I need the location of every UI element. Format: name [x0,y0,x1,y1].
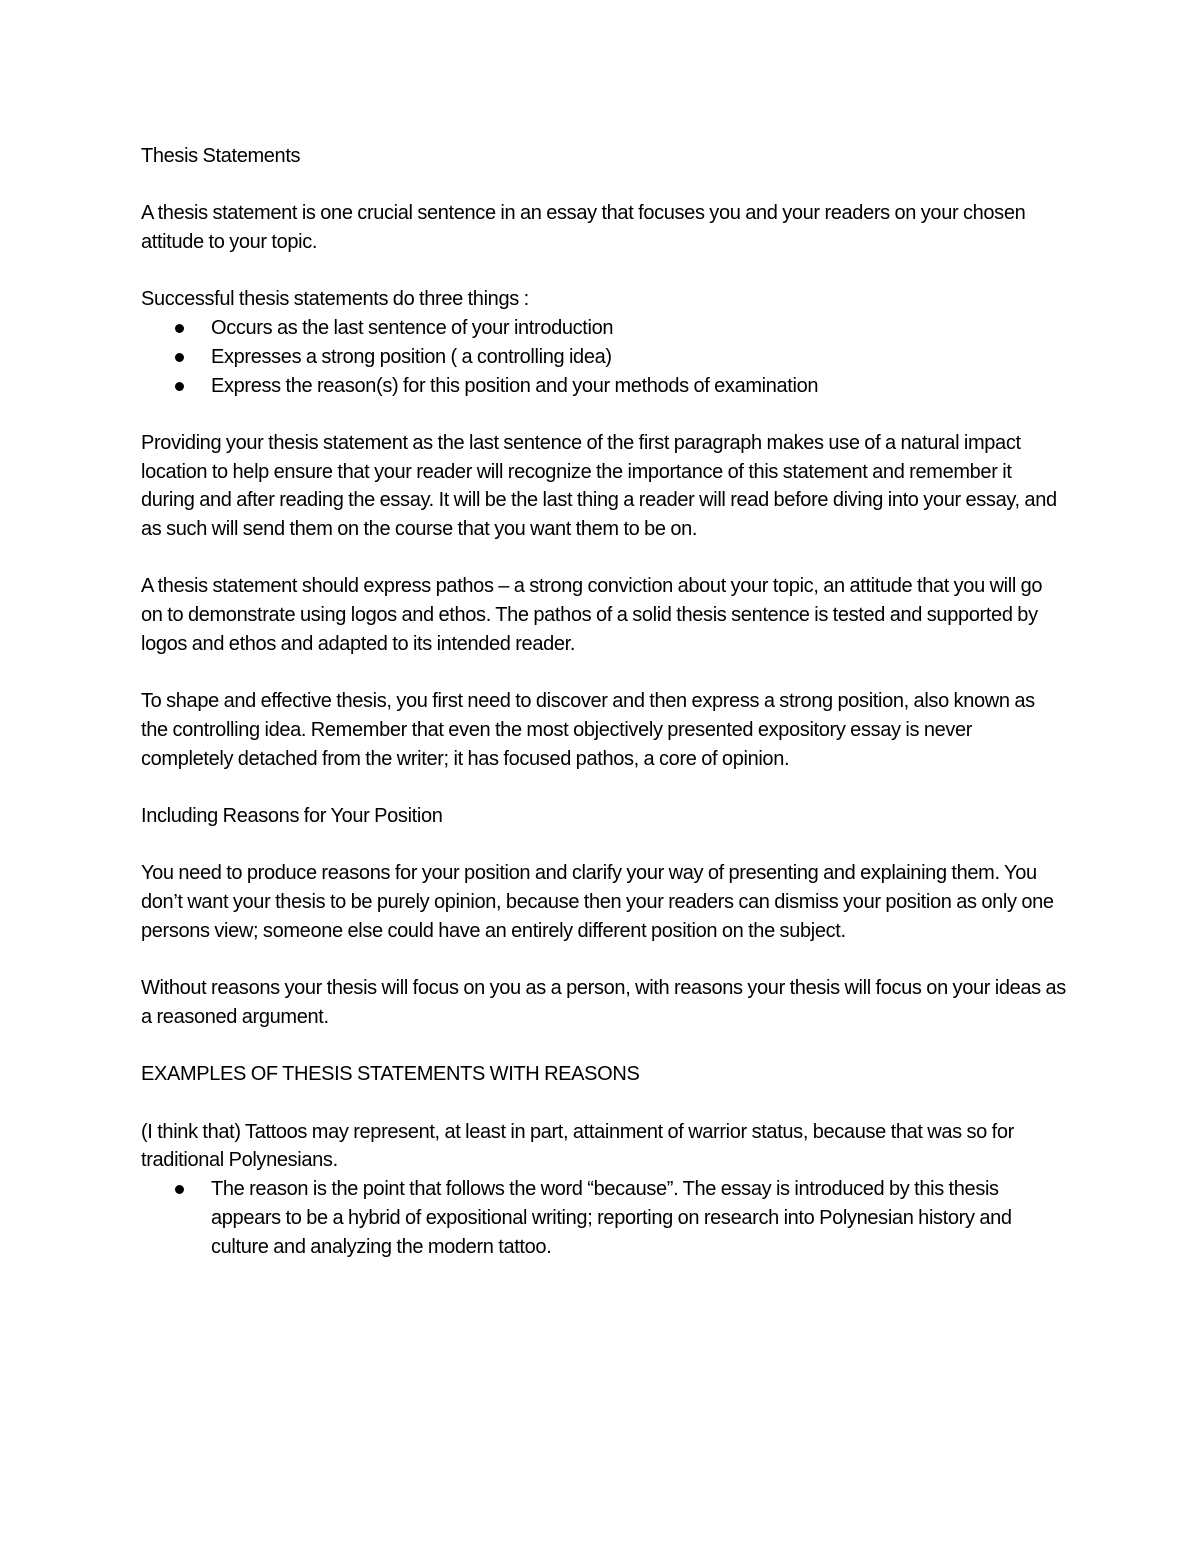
placement-paragraph: Providing your thesis statement as the last sentence of the first paragraph makes use of a natural impact location to help ensure that your reader will recognize the importance of this statement and remember it during and after reading the essay. It will be the last thing a reader will read before diving into your essay, and as such will send them on the course that you want them to be on. [141,431,1057,541]
list-item-text: Expresses a strong position ( a controlling idea) [211,345,612,368]
list-item [141,343,1066,372]
pathos-paragraph: A thesis statement should express pathos – a strong conviction about your topic, an attitude that you will go on to demonstrate using logos and ethos. The pathos of a solid thesis sentence is tested and supported by logos and ethos and adapted to its intended reader. [141,575,1043,655]
example-notes-list [141,1175,1066,1261]
list-item [141,314,1066,343]
bullet-icon [175,353,184,362]
without-reasons-paragraph: Without reasons your thesis will focus on you as a person, with reasons your thesis will focus on your ideas as a reasoned argument. [141,977,1066,1028]
list-item [141,1175,1066,1261]
list-item-text: Occurs as the last sentence of your introduction [211,317,614,340]
list-intro: Successful thesis statements do three things : [141,288,529,311]
bullet-icon [175,1185,184,1194]
bullet-icon [175,382,184,391]
intro-paragraph: A thesis statement is one crucial sentence in an essay that focuses you and your readers on your chosen attitude to your topic. [141,202,1026,254]
list-item-text: The reason is the point that follows the word “because”. The essay is introduced by this thesis appears to be a hybrid of expositional writing; reporting on research into Polynesian history and culture and analyzing the modern tattoo. [211,1178,1012,1258]
document-body [141,142,1066,1290]
document-title: Thesis Statements [141,145,301,167]
thesis-requirements-list [141,314,1066,400]
examples-heading: EXAMPLES OF THESIS STATEMENTS WITH REASONS [141,1063,640,1086]
reasons-paragraph: You need to produce reasons for your position and clarify your way of presenting and explaining them. You don’t want your thesis to be purely opinion, because then your readers can dismiss your position as only one persons view; someone else could have an entirely different position on the subject. [141,862,1054,942]
reasons-subheading: Including Reasons for Your Position [141,805,443,828]
list-item-text: Express the reason(s) for this position and your methods of examination [211,374,819,397]
list-item [141,372,1066,401]
tattoo-example: (I think that) Tattoos may represent, at least in part, attainment of warrior status, because that was so for traditional Polynesians. [141,1120,1014,1172]
shape-paragraph: To shape and effective thesis, you first need to discover and then express a strong position, also known as the controlling idea. Remember that even the most objectively presented expository essay is never completely detached from the writer; it has focused pathos, a core of opinion. [141,690,1035,770]
bullet-icon [175,324,184,333]
